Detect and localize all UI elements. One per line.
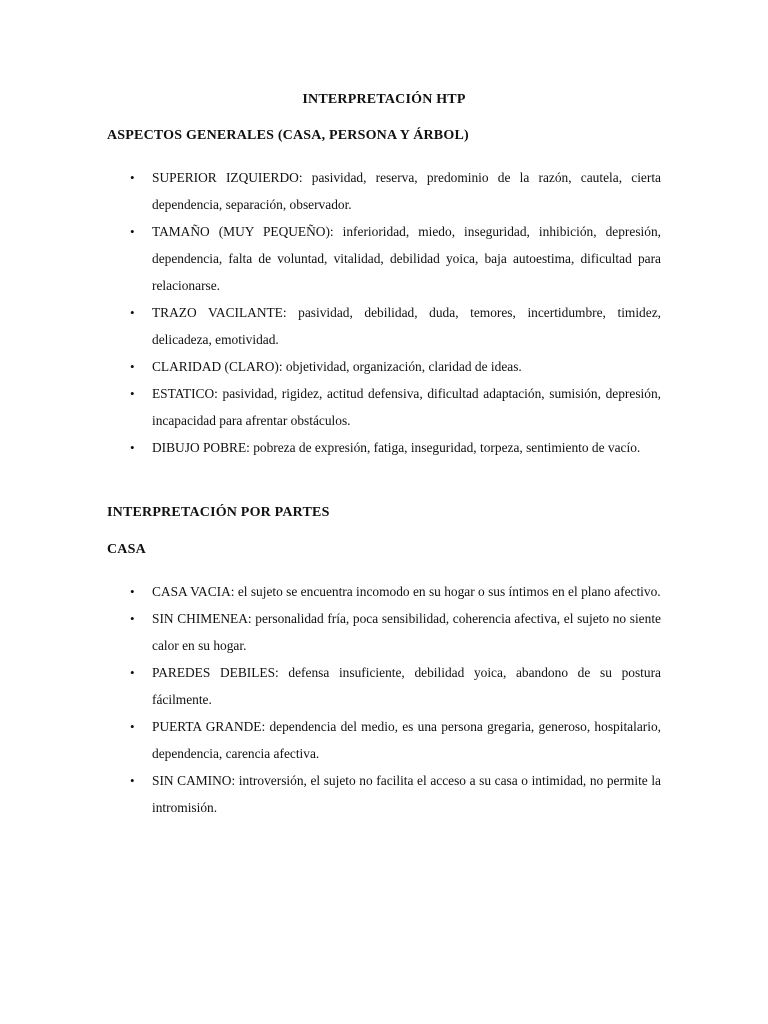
bullet-icon: • <box>130 386 135 401</box>
list-item-text: TAMAÑO (MUY PEQUEÑO): inferioridad, miedo, inseguridad, inhibición, depresión, dependencia, falta de voluntad, vitalidad, debilidad yoica, baja autoestima, dificultad para relacionarse. <box>152 224 661 293</box>
list-item <box>130 164 661 218</box>
bullet-icon: • <box>130 665 135 680</box>
bullet-icon: • <box>130 719 135 734</box>
list-item <box>130 578 661 605</box>
general-aspects-list <box>130 164 661 461</box>
section-heading-parts: INTERPRETACIÓN POR PARTES <box>107 505 330 520</box>
list-item <box>130 353 661 380</box>
list-item <box>130 380 661 434</box>
list-item-text: SIN CAMINO: introversión, el sujeto no facilita el acceso a su casa o intimidad, no permite la intromisión. <box>152 773 661 815</box>
list-item-text: CASA VACIA: el sujeto se encuentra incomodo en su hogar o sus íntimos en el plano afectivo. <box>152 584 661 599</box>
list-item <box>130 299 661 353</box>
bullet-icon: • <box>130 170 135 185</box>
list-item <box>130 218 661 299</box>
list-item-text: SUPERIOR IZQUIERDO: pasividad, reserva, predominio de la razón, cautela, cierta dependencia, separación, observador. <box>152 170 661 212</box>
list-item-text: PAREDES DEBILES: defensa insuficiente, debilidad yoica, abandono de su postura fácilmente. <box>152 665 661 707</box>
list-item <box>130 767 661 821</box>
bullet-icon: • <box>130 305 135 320</box>
bullet-icon: • <box>130 611 135 626</box>
list-item <box>130 659 661 713</box>
bullet-icon: • <box>130 224 135 239</box>
bullet-icon: • <box>130 584 135 599</box>
bullet-icon: • <box>130 359 135 374</box>
list-item <box>130 713 661 767</box>
list-item <box>130 434 661 461</box>
list-item-text: PUERTA GRANDE: dependencia del medio, es una persona gregaria, generoso, hospitalario, dependencia, carencia afectiva. <box>152 719 661 761</box>
section-heading-general: ASPECTOS GENERALES (CASA, PERSONA Y ÁRBOL) <box>107 128 469 143</box>
list-item-text: DIBUJO POBRE: pobreza de expresión, fatiga, inseguridad, torpeza, sentimiento de vacío. <box>152 440 641 455</box>
list-item-text: CLARIDAD (CLARO): objetividad, organización, claridad de ideas. <box>152 359 522 374</box>
subsection-heading-casa: CASA <box>107 542 146 557</box>
document-title: INTERPRETACIÓN HTP <box>302 92 466 107</box>
bullet-icon: • <box>130 773 135 788</box>
bullet-icon: • <box>130 440 135 455</box>
casa-list <box>130 578 661 821</box>
list-item <box>130 605 661 659</box>
list-item-text: ESTATICO: pasividad, rigidez, actitud defensiva, dificultad adaptación, sumisión, depresión, incapacidad para afrentar obstáculos. <box>152 386 661 428</box>
list-item-text: TRAZO VACILANTE: pasividad, debilidad, duda, temores, incertidumbre, timidez, delicadeza, emotividad. <box>152 305 661 347</box>
list-item-text: SIN CHIMENEA: personalidad fría, poca sensibilidad, coherencia afectiva, el sujeto no siente calor en su hogar. <box>152 611 661 653</box>
